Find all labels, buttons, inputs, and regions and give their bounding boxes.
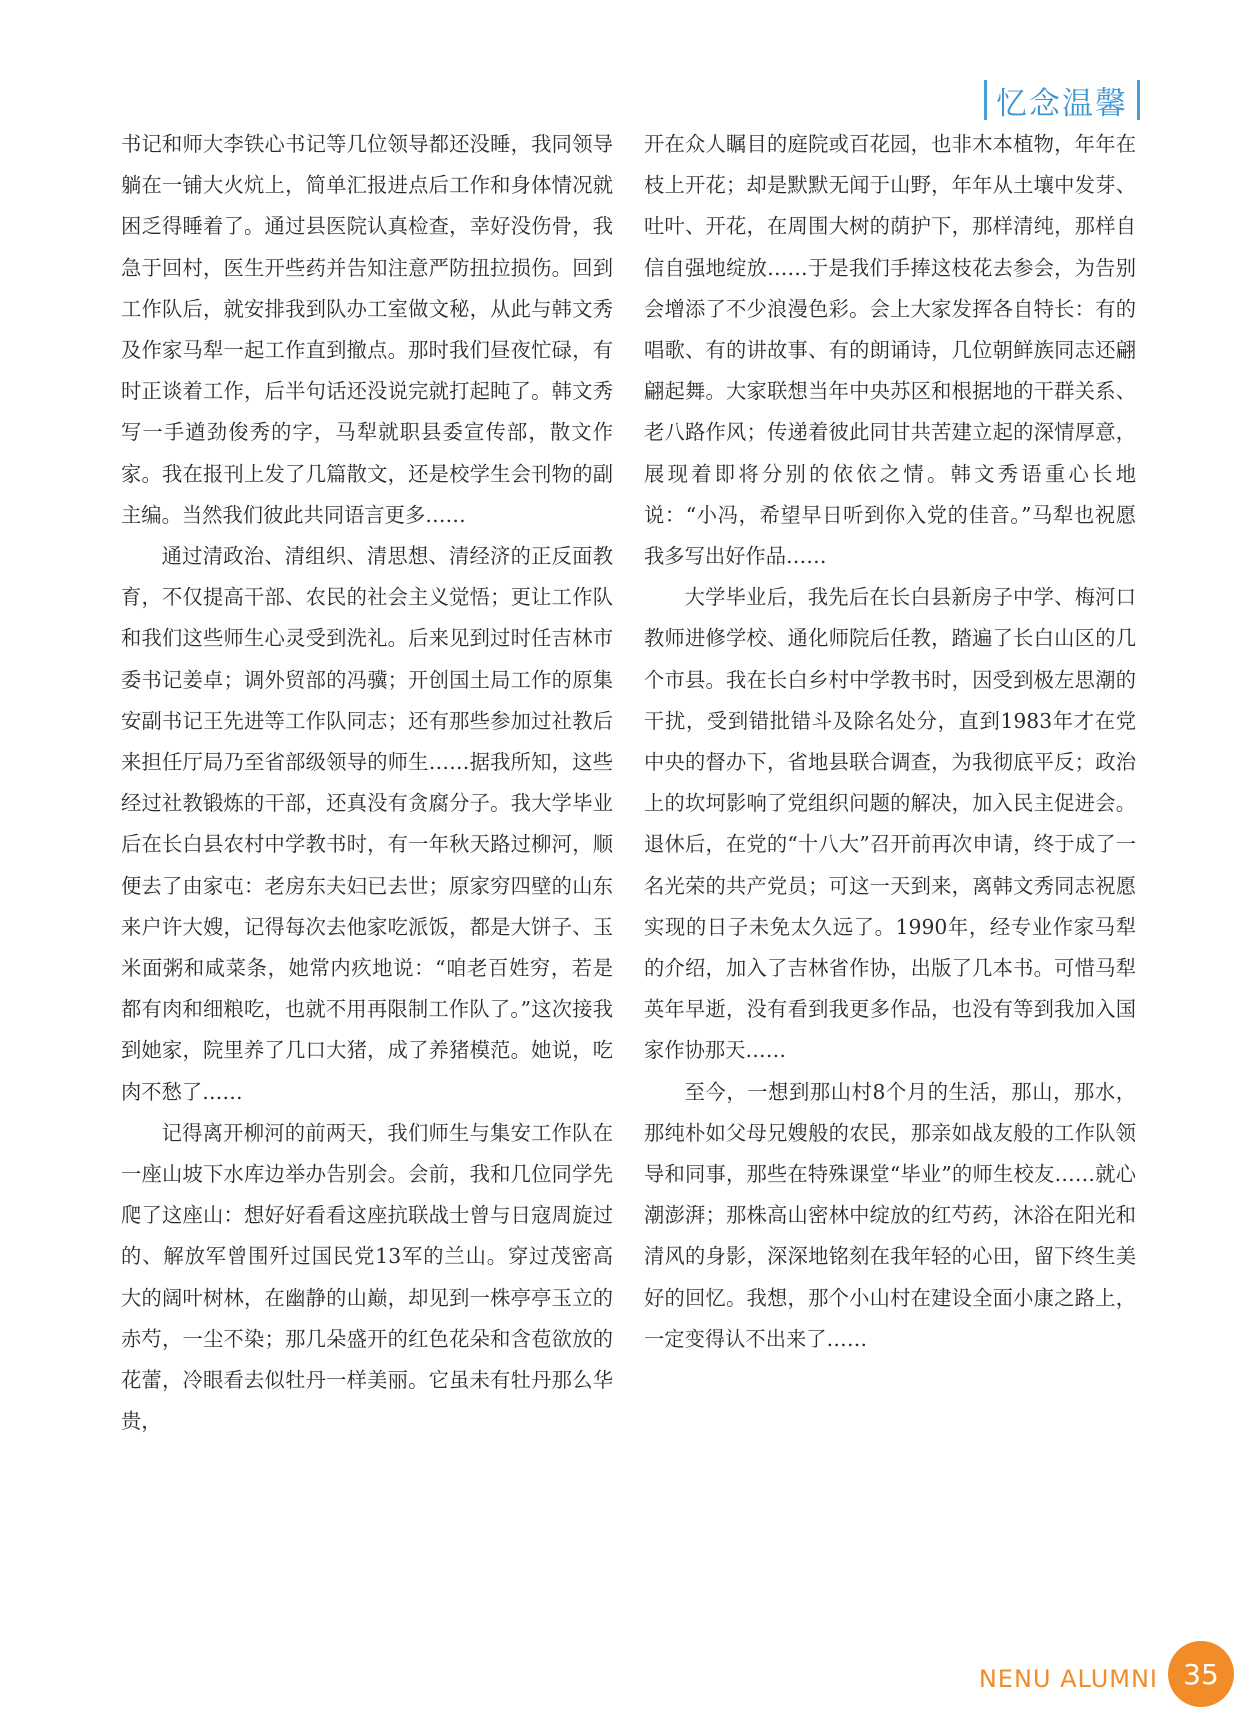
section-header xyxy=(984,78,1140,122)
magazine-brand: NENU ALUMNI xyxy=(978,1665,1158,1693)
header-bar-right xyxy=(1137,80,1140,120)
paragraph: 通过清政治、清组织、清思想、清经济的正反面教育，不仅提高干部、农民的社会主义觉悟；更让工作队和我们这些师生心灵受到洗礼。后来见到过时任吉林市委书记姜卓；调外贸部的冯骥；开创国土局工作的原集安副书记王先进等工作队同志；还有那些参加过社教后来担任厅局乃至省部级领导的师生……据我所知，这些经过社教锻炼的干部，还真没有贪腐分子。我大学毕业后在长白县农村中学教书时，有一年秋天路过柳河，顺便去了由家屯：老房东夫妇已去世；原家穷四壁的山东来户许大嫂，记得每次去他家吃派饭，都是大饼子、玉米面粥和咸菜条，她常内疚地说：“咱老百姓穷，若是都有肉和细粮吃，也就不用再限制工作队了。”这次接我到她家，院里养了几口大猪，成了养猪模范。她说，吃肉不愁了…… xyxy=(121,544,613,1104)
page-number: 35 xyxy=(1183,1657,1219,1691)
paragraph-continued: 开在众人瞩目的庭院或百花园，也非木本植物，年年在枝上开花；却是默默无闻于山野，年年从土壤中发芽、吐叶、开花，在周围大树的荫护下，那样清纯，那样自信自强地绽放……于是我们手捧这枝花去参会，为告别会增添了不少浪漫色彩。会上大家发挥各自特长：有的唱歌、有的讲故事、有的朗诵诗，几位朝鲜族同志还翩翩起舞。大家联想当年中央苏区和根据地的干群关系、老八路作风；传递着彼此同甘共苦建立起的深情厚意，展现着即将分别的依依之情。韩文秀语重心长地说：“小冯，希望早日听到你入党的佳音。”马犁也祝愿我多写出好作品…… xyxy=(644,132,1136,569)
page-number-badge xyxy=(1168,1641,1234,1707)
paragraph: 至今，一想到那山村8个月的生活，那山，那水，那纯朴如父母兄嫂般的农民，那亲如战友般的工作队领导和同事，那些在特殊课堂“毕业”的师生校友……就心潮澎湃；那株高山密林中绽放的红芍药，沐浴在阳光和清风的身影，深深地铭刻在我年轻的心田，留下终生美好的回忆。我想，那个小山村在建设全面小康之路上，一定变得认不出来了…… xyxy=(644,1079,1136,1351)
left-text-column xyxy=(121,124,613,1443)
section-title: 忆念温馨 xyxy=(996,85,1128,122)
right-text-column xyxy=(644,124,1136,1360)
paragraph-continued: 书记和师大李铁心书记等几位领导都还没睡，我同领导躺在一铺大火炕上，简单汇报进点后工作和身体情况就困乏得睡着了。通过县医院认真检查，幸好没伤骨，我急于回村，医生开些药并告知注意严防扭拉损伤。回到工作队后，就安排我到队办工室做文秘，从此与韩文秀及作家马犁一起工作直到撤点。那时我们昼夜忙碌，有时正谈着工作，后半句话还没说完就打起盹了。韩文秀写一手遒劲俊秀的字，马犁就职县委宣传部，散文作家。我在报刊上发了几篇散文，还是校学生会刊物的副主编。当然我们彼此共同语言更多…… xyxy=(121,132,613,527)
paragraph: 记得离开柳河的前两天，我们师生与集安工作队在一座山坡下水库边举办告别会。会前，我和几位同学先爬了这座山：想好好看看这座抗联战士曾与日寇周旋过的、解放军曾围歼过国民党13军的兰山。穿过茂密高大的阔叶树林，在幽静的山巅，却见到一株亭亭玉立的赤芍，一尘不染；那几朵盛开的红色花朵和含苞欲放的花蕾，冷眼看去似牡丹一样美丽。它虽未有牡丹那么华贵， xyxy=(121,1120,613,1434)
paragraph: 大学毕业后，我先后在长白县新房子中学、梅河口教师进修学校、通化师院后任教，踏遍了长白山区的几个市县。我在长白乡村中学教书时，因受到极左思潮的干扰，受到错批错斗及除名处分，直到1983年才在党中央的督办下，省地县联合调查，为我彻底平反；政治上的坎坷影响了党组织问题的解决，加入民主促进会。退休后，在党的“十八大”召开前再次申请，终于成了一名光荣的共产党员；可这一天到来，离韩文秀同志祝愿实现的日子未免太久远了。1990年，经专业作家马犁的介绍，加入了吉林省作协，出版了几本书。可惜马犁英年早逝，没有看到我更多作品，也没有等到我加入国家作协那天…… xyxy=(644,585,1136,1063)
page-footer xyxy=(979,1635,1234,1713)
